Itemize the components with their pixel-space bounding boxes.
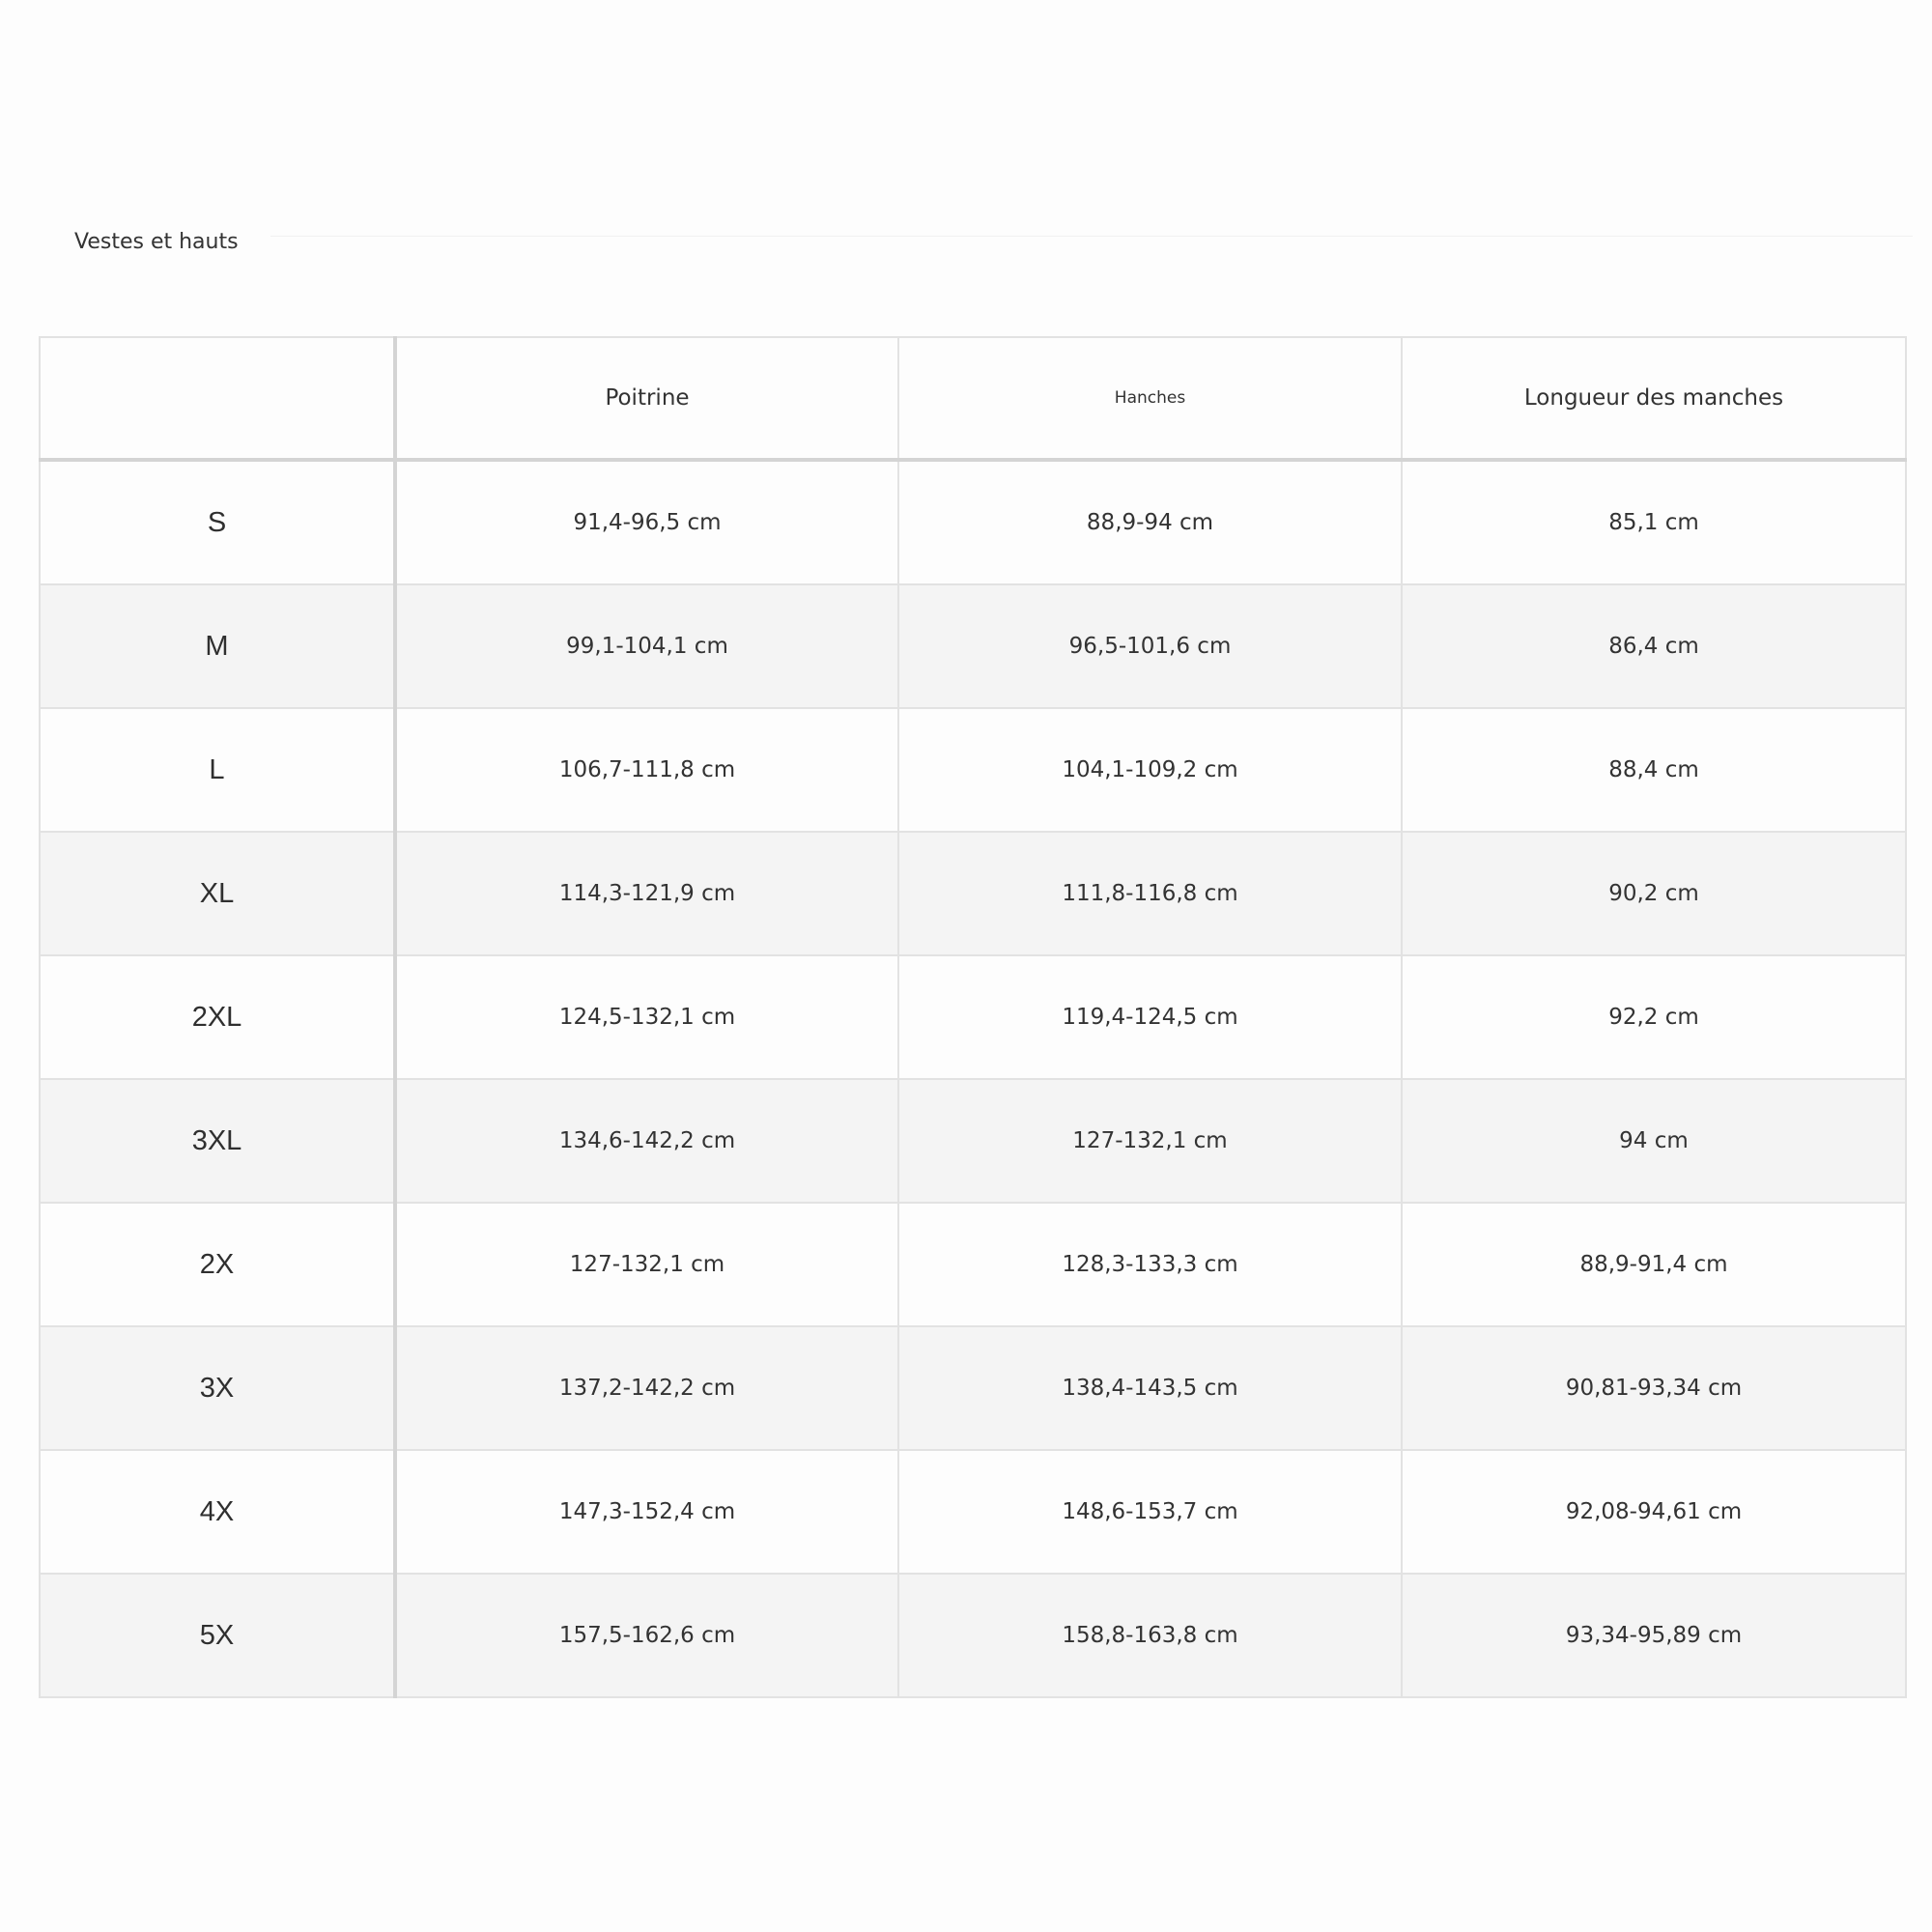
size-cell: 5X <box>40 1574 395 1697</box>
chest-cell: 106,7-111,8 cm <box>395 708 898 832</box>
sleeve-cell: 94 cm <box>1402 1079 1906 1203</box>
table-header-row <box>40 337 1906 460</box>
hips-cell: 128,3-133,3 cm <box>898 1203 1402 1326</box>
hips-cell: 88,9-94 cm <box>898 460 1402 584</box>
table-row <box>40 1450 1906 1574</box>
header-sleeve-length: Longueur des manches <box>1402 337 1906 460</box>
size-cell: XL <box>40 832 395 955</box>
hips-cell: 148,6-153,7 cm <box>898 1450 1402 1574</box>
size-cell: 3X <box>40 1326 395 1450</box>
sleeve-cell: 90,2 cm <box>1402 832 1906 955</box>
table-row <box>40 584 1906 708</box>
hips-cell: 119,4-124,5 cm <box>898 955 1402 1079</box>
size-chart-table <box>39 336 1907 1698</box>
sleeve-cell: 92,08-94,61 cm <box>1402 1450 1906 1574</box>
header-hips: Hanches <box>898 337 1402 460</box>
chest-cell: 91,4-96,5 cm <box>395 460 898 584</box>
chest-cell: 124,5-132,1 cm <box>395 955 898 1079</box>
table-row <box>40 1326 1906 1450</box>
table-row <box>40 955 1906 1079</box>
hips-cell: 138,4-143,5 cm <box>898 1326 1402 1450</box>
chest-cell: 147,3-152,4 cm <box>395 1450 898 1574</box>
table-row <box>40 1079 1906 1203</box>
table-row <box>40 832 1906 955</box>
header-size <box>40 337 395 460</box>
chest-cell: 99,1-104,1 cm <box>395 584 898 708</box>
sleeve-cell: 88,4 cm <box>1402 708 1906 832</box>
sleeve-cell: 86,4 cm <box>1402 584 1906 708</box>
sleeve-cell: 85,1 cm <box>1402 460 1906 584</box>
chest-cell: 157,5-162,6 cm <box>395 1574 898 1697</box>
hips-cell: 96,5-101,6 cm <box>898 584 1402 708</box>
hips-cell: 158,8-163,8 cm <box>898 1574 1402 1697</box>
sleeve-cell: 88,9-91,4 cm <box>1402 1203 1906 1326</box>
sleeve-cell: 93,34-95,89 cm <box>1402 1574 1906 1697</box>
header-chest: Poitrine <box>395 337 898 460</box>
size-cell: M <box>40 584 395 708</box>
chest-cell: 114,3-121,9 cm <box>395 832 898 955</box>
size-cell: S <box>40 460 395 584</box>
size-cell: 3XL <box>40 1079 395 1203</box>
size-cell: L <box>40 708 395 832</box>
hips-cell: 104,1-109,2 cm <box>898 708 1402 832</box>
sleeve-cell: 92,2 cm <box>1402 955 1906 1079</box>
sleeve-cell: 90,81-93,34 cm <box>1402 1326 1906 1450</box>
table-row <box>40 1574 1906 1697</box>
chest-cell: 127-132,1 cm <box>395 1203 898 1326</box>
size-cell: 4X <box>40 1450 395 1574</box>
size-cell: 2X <box>40 1203 395 1326</box>
section-title: Vestes et hauts <box>74 230 239 254</box>
table-row <box>40 1203 1906 1326</box>
size-cell: 2XL <box>40 955 395 1079</box>
table-row <box>40 460 1906 584</box>
hips-cell: 111,8-116,8 cm <box>898 832 1402 955</box>
chest-cell: 134,6-142,2 cm <box>395 1079 898 1203</box>
table-row <box>40 708 1906 832</box>
chest-cell: 137,2-142,2 cm <box>395 1326 898 1450</box>
title-divider <box>270 236 1913 237</box>
hips-cell: 127-132,1 cm <box>898 1079 1402 1203</box>
